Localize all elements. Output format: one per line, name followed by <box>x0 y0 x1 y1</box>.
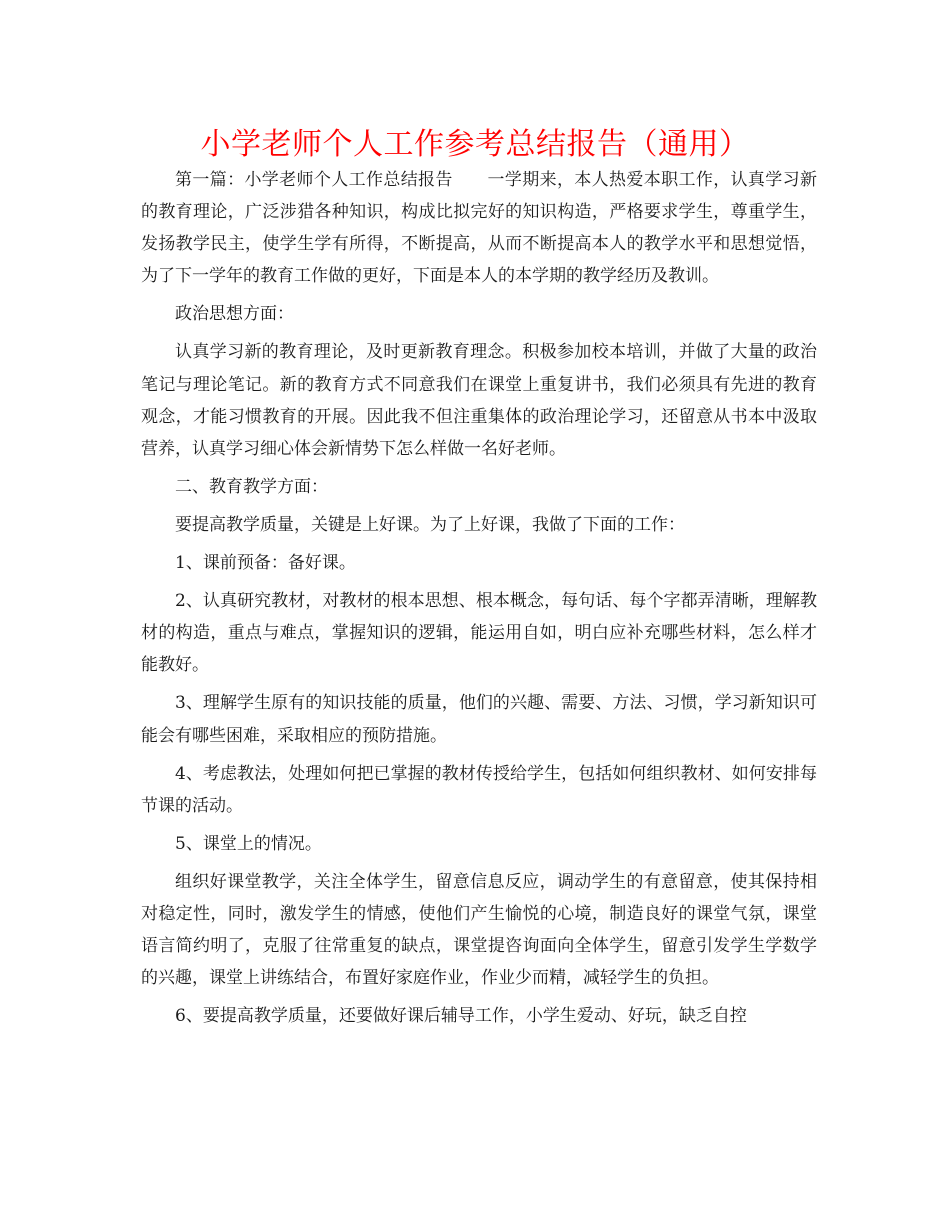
paragraph-teaching-intro: 要提高教学质量，关键是上好课。为了上好课，我做了下面的工作： <box>175 514 685 535</box>
list-item-5: 5、课堂上的情况。 <box>175 833 322 854</box>
list-item-4: 4、考虑教法，处理如何把已掌握的教材传授给学生，包括如何组织教材、如何安排每节课的活动。 <box>141 763 817 816</box>
document-title: 小学老师个人工作参考总结报告（通用） <box>200 127 750 162</box>
list-item-2: 2、认真研究教材，对教材的根本思想、根本概念，每句话、每个字都弄清晰，理解教材的构造，重点与难点，掌握知识的逻辑，能运用自如，明白应补充哪些材料，怎么样才能教好。 <box>141 591 817 676</box>
document-body <box>141 164 817 1032</box>
heading-teaching: 二、教育教学方面： <box>175 476 328 497</box>
paragraph-intro: 第一篇：小学老师个人工作总结报告 一学期来，本人热爱本职工作，认真学习新的教育理论，广泛涉猎各种知识，构成比拟完好的知识构造，严格要求学生，尊重学生，发扬教学民主，使学生学有所得，不断提高，从而不断提高本人的教学水平和思想觉悟，为了下一学年的教育工作做的更好，下面是本人的本学期的教学经历及教训。 <box>141 170 817 287</box>
list-item-1: 1、课前预备：备好课。 <box>175 553 356 574</box>
heading-political-thought: 政治思想方面： <box>175 304 294 325</box>
list-item-6: 6、要提高教学质量，还要做好课后辅导工作，小学生爱动、好玩，缺乏自控 <box>175 1006 747 1027</box>
list-item-3: 3、理解学生原有的知识技能的质量，他们的兴趣、需要、方法、习惯，学习新知识可能会有哪些困难，采取相应的预防措施。 <box>141 693 817 746</box>
paragraph-classroom: 组织好课堂教学，关注全体学生，留意信息反应，调动学生的有意留意，使其保持相对稳定性，同时，激发学生的情感，使他们产生愉悦的心境，制造良好的课堂气氛，课堂语言简约明了，克服了往常重复的缺点，课堂提咨询面向全体学生，留意引发学生学数学的兴趣，课堂上讲练结合，布置好家庭作业，作业少而精，减轻学生的负担。 <box>141 871 817 989</box>
paragraph-political-thought: 认真学习新的教育理论，及时更新教育理念。积极参加校本培训，并做了大量的政治笔记与理论笔记。新的教育方式不同意我们在课堂上重复讲书，我们必须具有先进的教育观念，才能习惯教育的开展。因此我不但注重集体的政治理论学习，还留意从书本中汲取营养，认真学习细心体会新情势下怎么样做一名好老师。 <box>141 342 817 459</box>
